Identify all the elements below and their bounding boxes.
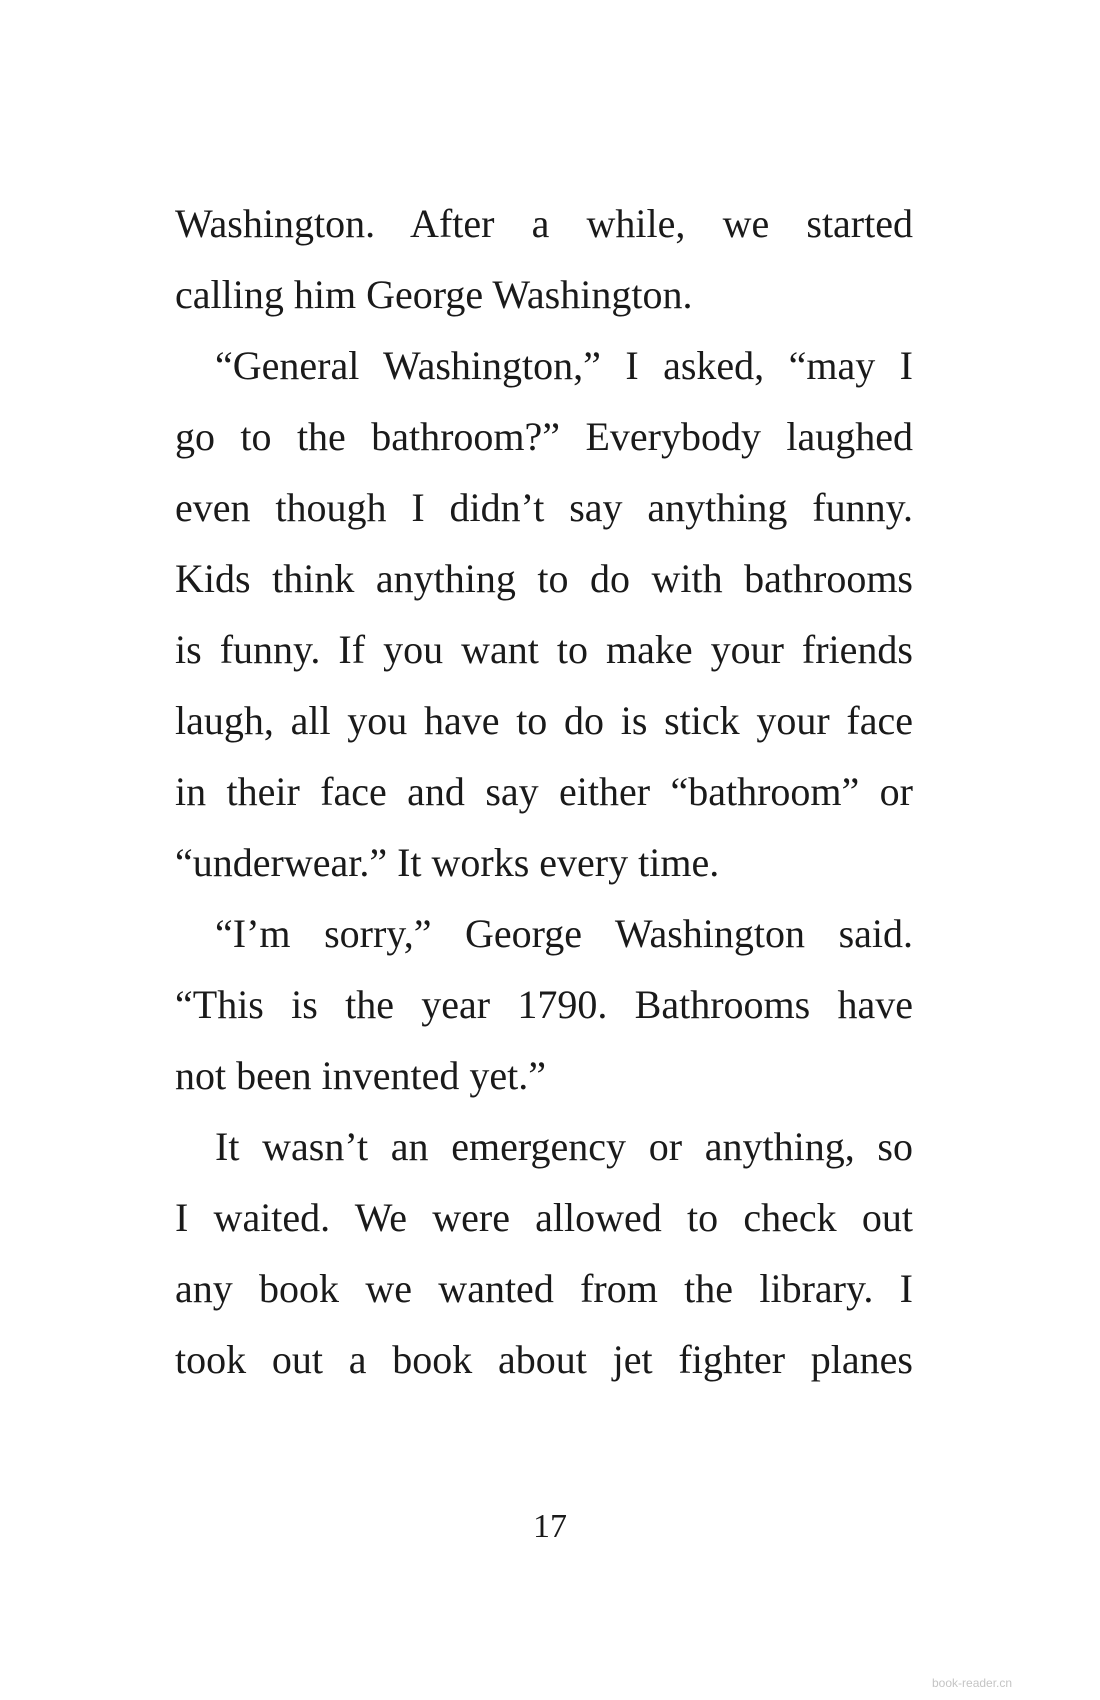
text-line: “This is the year 1790. Bathrooms have xyxy=(175,982,913,1027)
text-line: is funny. If you want to make your friends xyxy=(175,627,913,672)
text-line: any book we wanted from the library. I xyxy=(175,1266,913,1311)
text-line: Kids think anything to do with bathrooms xyxy=(175,556,913,601)
text-line: took out a book about jet fighter planes xyxy=(175,1337,913,1382)
page-number: 17 xyxy=(533,1508,567,1545)
text-line: “underwear.” It works every time. xyxy=(175,840,720,885)
text-line: “I’m sorry,” George Washington said. xyxy=(215,911,913,956)
text-line: go to the bathroom?” Everybody laughed xyxy=(175,414,913,459)
text-line: even though I didn’t say anything funny. xyxy=(175,485,913,530)
text-line: in their face and say either “bathroom” or xyxy=(175,769,913,814)
text-line: “General Washington,” I asked, “may I xyxy=(215,343,913,388)
body-text xyxy=(175,196,913,1403)
text-line: It wasn’t an emergency or anything, so xyxy=(215,1124,913,1169)
watermark: book-reader.cn xyxy=(932,1676,1013,1690)
text-line: calling him George Washington. xyxy=(175,272,693,317)
text-line: not been invented yet.” xyxy=(175,1053,546,1098)
text-line: laugh, all you have to do is stick your face xyxy=(175,698,913,743)
text-line: I waited. We were allowed to check out xyxy=(175,1195,913,1240)
text-line: Washington. After a while, we started xyxy=(175,201,913,246)
